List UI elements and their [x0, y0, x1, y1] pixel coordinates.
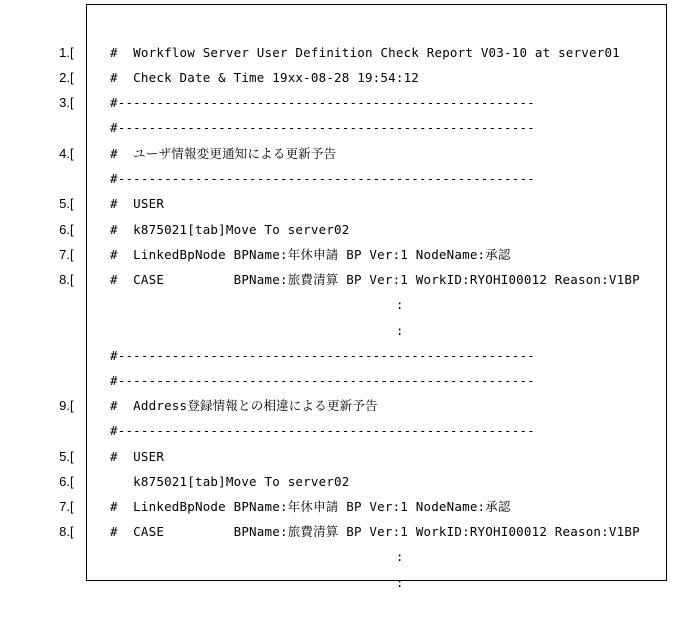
report-line	[0, 192, 695, 237]
line-number: 5.	[59, 449, 70, 464]
line-text: #------------------------------------------------------	[110, 423, 535, 438]
report-line	[0, 40, 695, 85]
report-line	[0, 519, 695, 564]
line-number: 9.	[59, 398, 70, 413]
line-text: :	[110, 549, 404, 564]
report-line	[0, 318, 695, 363]
line-bracket: [	[70, 474, 74, 489]
report-line	[0, 217, 695, 262]
line-bracket: [	[70, 196, 74, 211]
line-text: :	[110, 323, 404, 338]
line-text: # CASE BPName:旅費清算 BP Ver:1 WorkID:RYOHI00012 Reason:V1BP	[110, 272, 640, 287]
report-line	[0, 293, 695, 338]
line-bracket: [	[70, 146, 74, 161]
report-line	[0, 65, 695, 110]
line-bracket: [	[70, 499, 74, 514]
report-line	[0, 166, 695, 211]
report-line	[0, 494, 695, 539]
line-text: # USER	[110, 449, 165, 464]
line-text: # Check Date & Time 19xx-08-28 19:54:12	[110, 70, 420, 85]
report-line	[0, 267, 695, 312]
line-number: 8.	[59, 524, 70, 539]
report-line	[0, 343, 695, 388]
line-bracket: [	[70, 272, 74, 287]
line-text: #------------------------------------------------------	[110, 348, 535, 363]
line-text: :	[110, 297, 404, 312]
report-line	[0, 90, 695, 135]
line-number: 7.	[59, 499, 70, 514]
line-bracket: [	[70, 222, 74, 237]
line-text: # Workflow Server User Definition Check Report V03-10 at server01	[110, 45, 620, 60]
line-text: #------------------------------------------------------	[110, 95, 535, 110]
report-line	[0, 419, 695, 464]
line-text: # LinkedBpNode BPName:年休申請 BP Ver:1 NodeName:承認	[110, 247, 511, 262]
line-number: 1.	[59, 45, 70, 60]
report-line	[0, 444, 695, 489]
line-text: #------------------------------------------------------	[110, 373, 535, 388]
report-line	[0, 15, 695, 60]
line-bracket: [	[70, 70, 74, 85]
line-number: 4.	[59, 146, 70, 161]
line-number: 7.	[59, 247, 70, 262]
line-text: # USER	[110, 196, 165, 211]
line-text: :	[110, 575, 404, 590]
line-text: #------------------------------------------------------	[110, 120, 535, 135]
report-line	[0, 242, 695, 287]
line-text: # LinkedBpNode BPName:年休申請 BP Ver:1 NodeName:承認	[110, 499, 511, 514]
line-text: # Address登録情報との相違による更新予告	[110, 398, 378, 413]
line-bracket: [	[70, 247, 74, 262]
line-text: k875021[tab]Move To server02	[110, 474, 350, 489]
line-number: 8.	[59, 272, 70, 287]
line-number: 2.	[59, 70, 70, 85]
line-number: 3.	[59, 95, 70, 110]
line-bracket: [	[70, 95, 74, 110]
report-line	[0, 368, 695, 413]
line-text: # CASE BPName:旅費清算 BP Ver:1 WorkID:RYOHI00012 Reason:V1BP	[110, 524, 640, 539]
report-line	[0, 141, 695, 186]
line-text: # k875021[tab]Move To server02	[110, 222, 350, 237]
line-number: 6.	[59, 474, 70, 489]
report-line	[0, 545, 695, 590]
line-bracket: [	[70, 45, 74, 60]
report-line	[0, 393, 695, 438]
line-bracket: [	[70, 449, 74, 464]
line-number: 5.	[59, 196, 70, 211]
report-line	[0, 116, 695, 161]
line-number: 6.	[59, 222, 70, 237]
line-bracket: [	[70, 398, 74, 413]
line-text: # ユーザ情報変更通知による更新予告	[110, 146, 337, 161]
line-text: #------------------------------------------------------	[110, 171, 535, 186]
report-line	[0, 469, 695, 514]
line-bracket: [	[70, 524, 74, 539]
